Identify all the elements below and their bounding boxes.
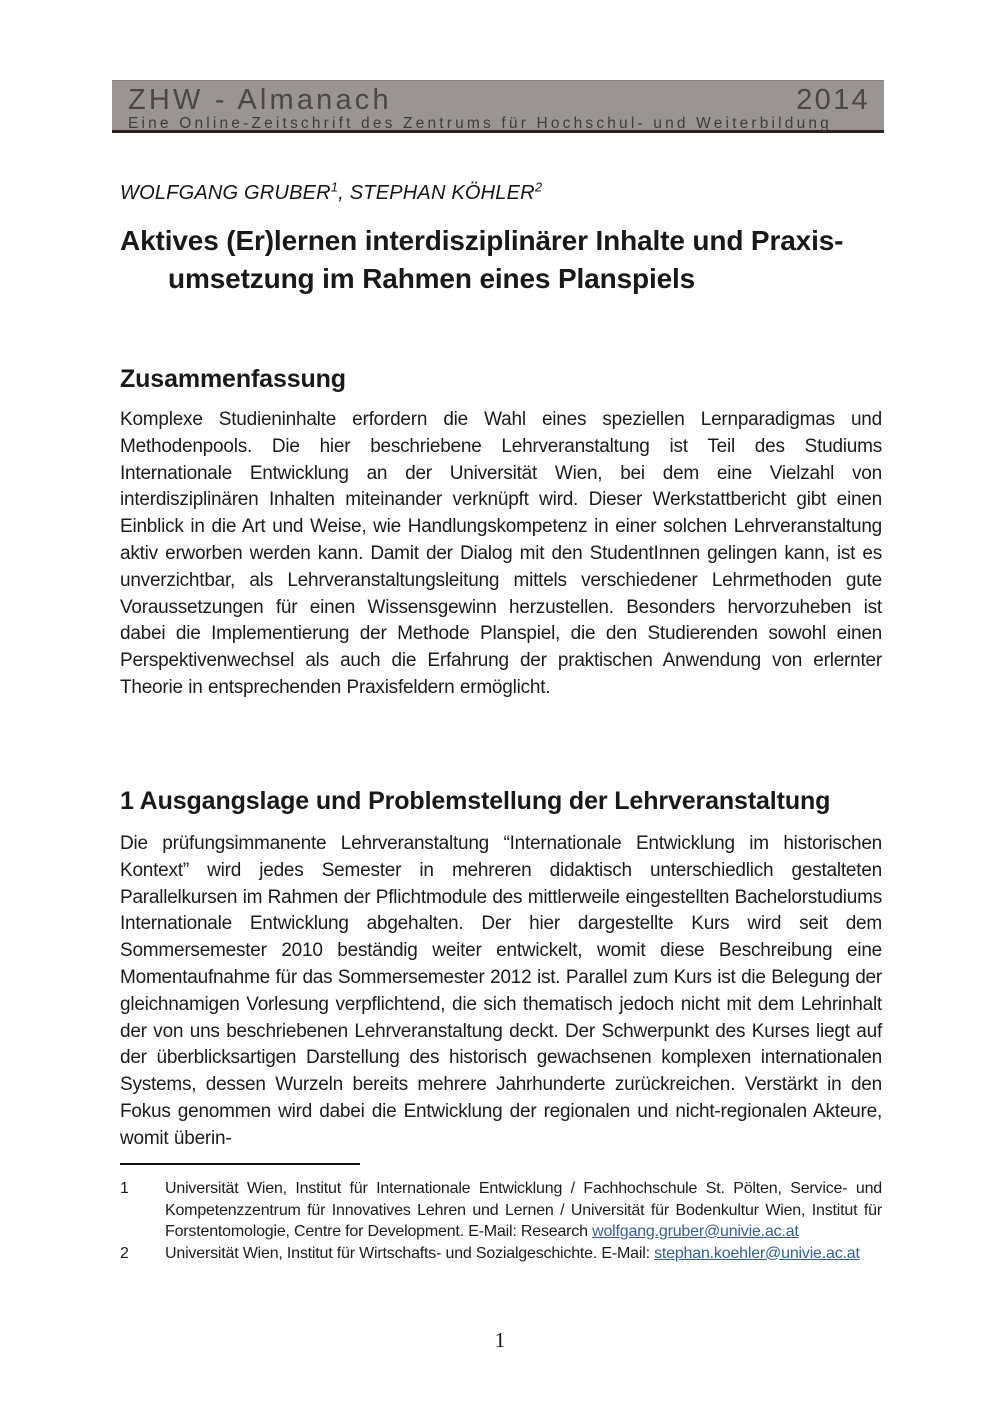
- article-title-line2: umsetzung im Rahmen eines Planspiels: [168, 263, 696, 294]
- article-title: [120, 222, 895, 298]
- section1-paragraph: Die prüfungsimmanente Lehrveranstaltung “Internationale Entwicklung im historischen Kontext” wird jedes Semester in mehreren didaktisch unterschiedlich gestalteten Parallelkursen im Rahmen der Pflichtmodule des mittlerweile eingestellten Bachelorstudiums Internationale Entwicklung abgehalten. Der hier dargestellte Kurs wird seit dem Sommersemester 2010 beständig weiter entwickelt, womit diese Beschreibung eine Momentaufnahme für das Sommersemester 2012 ist. Parallel zum Kurs ist die Belegung der gleichnamigen Vorlesung verpflichtend, die sich thematisch jedoch nicht mit dem Lehrinhalt der von uns beschriebenen Lehrveranstaltung deckt. Der Schwerpunkt des Kurses liegt auf der überblicksartigen Darstellung des historisch gewachsenen komplexen internationalen Systems, dessen Wurzeln bereits mehrere Jahrhunderte zurückreichen. Verstärkt in den Fokus genommen wird dabei die Entwicklung der regionalen und nicht-regionalen Akteure, womit überin-: [120, 833, 882, 1149]
- footnote-text: [165, 1243, 882, 1265]
- abstract-paragraph: Komplexe Studieninhalte erfordern die Wahl eines speziellen Lernparadigmas und Methodenpools. Die hier beschriebene Lehrveranstaltung ist Teil des Studiums Internationale Entwicklung an der Universität Wien, bei dem eine Vielzahl von interdisziplinären Inhalten miteinander verknüpft wird. Dieser Werkstattbericht gibt einen Einblick in die Art und Weise, wie Handlungskompetenz in einer solchen Lehrveranstaltung aktiv erworben werden kann. Damit der Dialog mit den StudentInnen gelingen kann, ist es unverzichtbar, als Lehrveranstaltungsleitung mittels verschiedener Lehrmethoden gute Voraussetzungen für einen Wissensgewinn herzustellen. Besonders hervorzuheben ist dabei die Implementierung der Methode Planspiel, die den Studierenden sowohl einen Perspektivenwechsel als auch die Erfahrung der praktischen Anwendung von erlernter Theorie in entsprechenden Praxisfeldern ermöglicht.: [120, 409, 882, 698]
- footnote-body-text: Universität Wien, Institut für Wirtschafts- und Sozialgeschichte. E-Mail:: [165, 1244, 655, 1262]
- journal-subtitle: Eine Online-Zeitschrift des Zentrums für Hochschul- und Weiterbildung: [128, 115, 832, 132]
- authors-separator: ,: [338, 182, 350, 204]
- authors-line: [120, 179, 543, 205]
- section1-heading: 1 Ausgangslage und Problemstellung der Lehrveranstaltung: [120, 786, 831, 815]
- email-link[interactable]: wolfgang.gruber@univie.ac.at: [592, 1223, 799, 1240]
- email-link[interactable]: stephan.koehler@univie.ac.at: [654, 1244, 860, 1262]
- footnote-separator-rule: [120, 1163, 360, 1165]
- journal-year: 2014: [796, 84, 870, 116]
- abstract-heading: Zusammenfassung: [120, 364, 346, 393]
- journal-header-top-row: [128, 84, 870, 117]
- journal-header-bar: [112, 80, 884, 133]
- footnote-item: [120, 1243, 882, 1265]
- footnote-number: 2: [120, 1244, 129, 1262]
- footnote-text: [165, 1178, 882, 1243]
- author-footnote-ref: 1: [330, 179, 339, 195]
- author-footnote-ref: 2: [534, 179, 543, 195]
- journal-title: ZHW - Almanach: [128, 84, 392, 116]
- author-name: STEPHAN KÖHLER: [349, 182, 535, 204]
- page-number: 1: [494, 1328, 506, 1352]
- footnote-number: 1: [120, 1180, 129, 1197]
- footnote-body-text: Universität Wien, Institut für Internationale Entwicklung / Fachhochschule St. Pölten, Service- und Kompetenzzentrum für Innovatives Lehren und Lernen / Universität für Bodenkultur Wien, Institut für Forstentomologie, Centre for Development. E-Mail: Research: [165, 1180, 882, 1240]
- article-title-line1: Aktives (Er)lernen interdisziplinärer Inhalte und Praxis-: [120, 225, 844, 256]
- footnotes-block: [120, 1178, 882, 1264]
- footnote-item: [120, 1178, 882, 1243]
- author-name: WOLFGANG GRUBER: [120, 182, 331, 204]
